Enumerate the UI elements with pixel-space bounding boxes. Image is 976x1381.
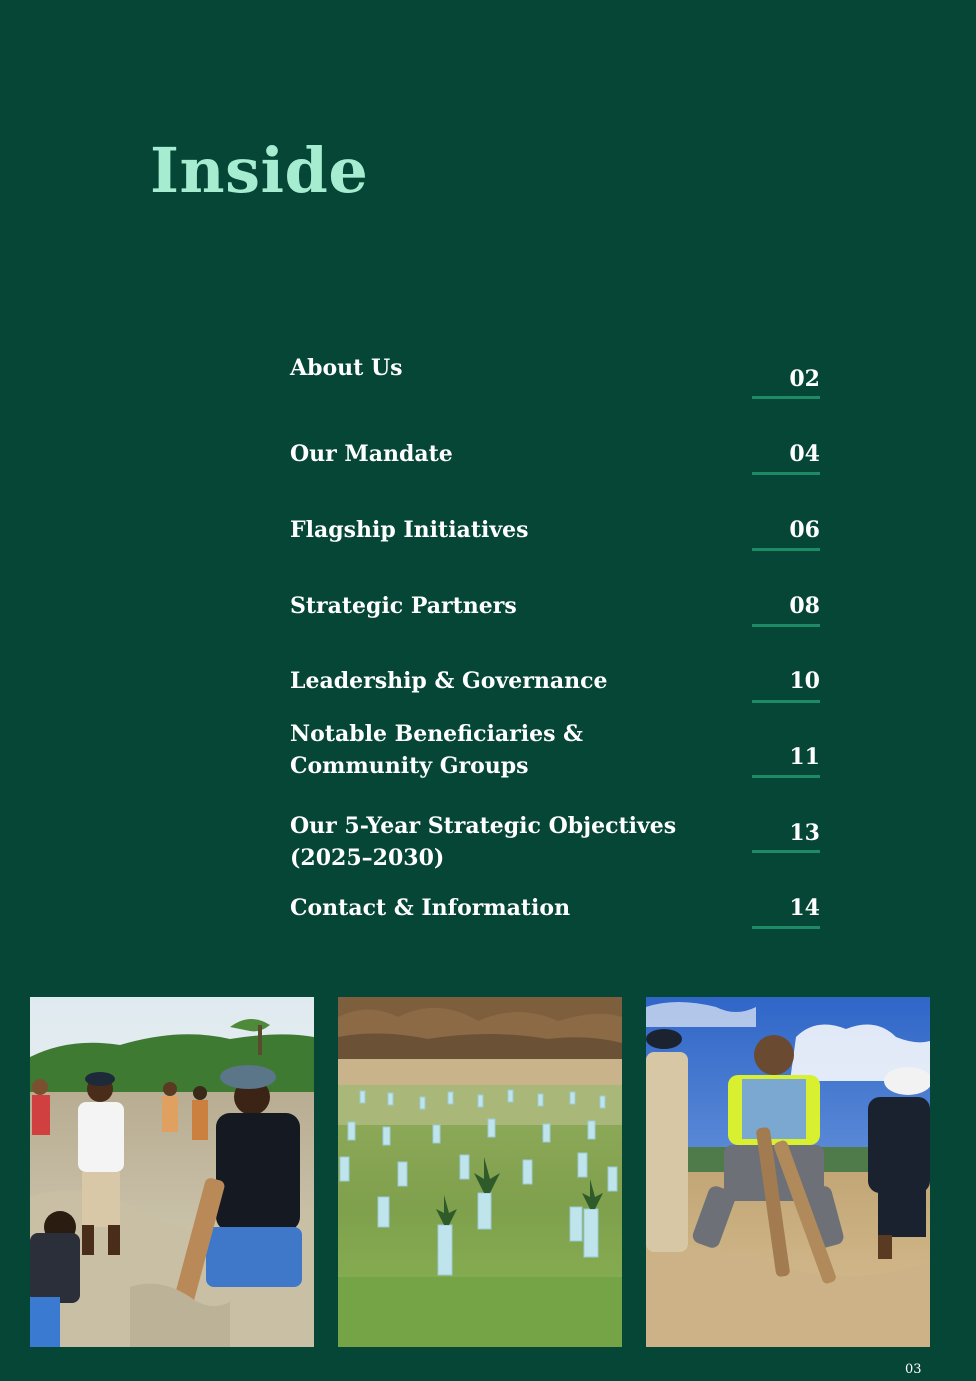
photo-tree-seedlings-image (338, 997, 622, 1347)
toc-label: Notable Beneficiaries & Community Groups (290, 721, 584, 779)
toc-page-number: 13 (789, 820, 820, 846)
toc-divider (752, 472, 820, 475)
toc-page-number: 11 (789, 744, 820, 770)
toc-divider (752, 624, 820, 627)
photo-volunteers-planting-image (30, 997, 314, 1347)
toc-divider (752, 700, 820, 703)
toc-divider (752, 926, 820, 929)
toc-label: Our 5-Year Strategic Objectives (2025–2030) (290, 813, 677, 871)
toc-label: Leadership & Governance (290, 668, 608, 694)
toc-page-number: 04 (789, 441, 820, 467)
toc-label: Contact & Information (290, 895, 571, 921)
toc-divider (752, 775, 820, 778)
photo-officials-planting-image (646, 997, 930, 1347)
toc-label: Strategic Partners (290, 593, 517, 619)
toc-page-number: 02 (789, 366, 820, 392)
photo-tree-seedlings (338, 997, 622, 1347)
page-title: Inside (150, 134, 369, 207)
photo-officials-planting (646, 997, 930, 1347)
toc-label: Our Mandate (290, 441, 453, 467)
toc-label: Flagship Initiatives (290, 517, 529, 543)
page-number: 03 (905, 1362, 922, 1377)
photo-volunteers-planting (30, 997, 314, 1347)
toc-label: About Us (290, 355, 403, 381)
toc-divider (752, 396, 820, 399)
toc-divider (752, 548, 820, 551)
toc-page-number: 10 (789, 668, 820, 694)
toc-page-number: 06 (789, 517, 820, 543)
toc-divider (752, 850, 820, 853)
toc-page-number: 14 (789, 895, 820, 921)
toc-page-number: 08 (789, 593, 820, 619)
